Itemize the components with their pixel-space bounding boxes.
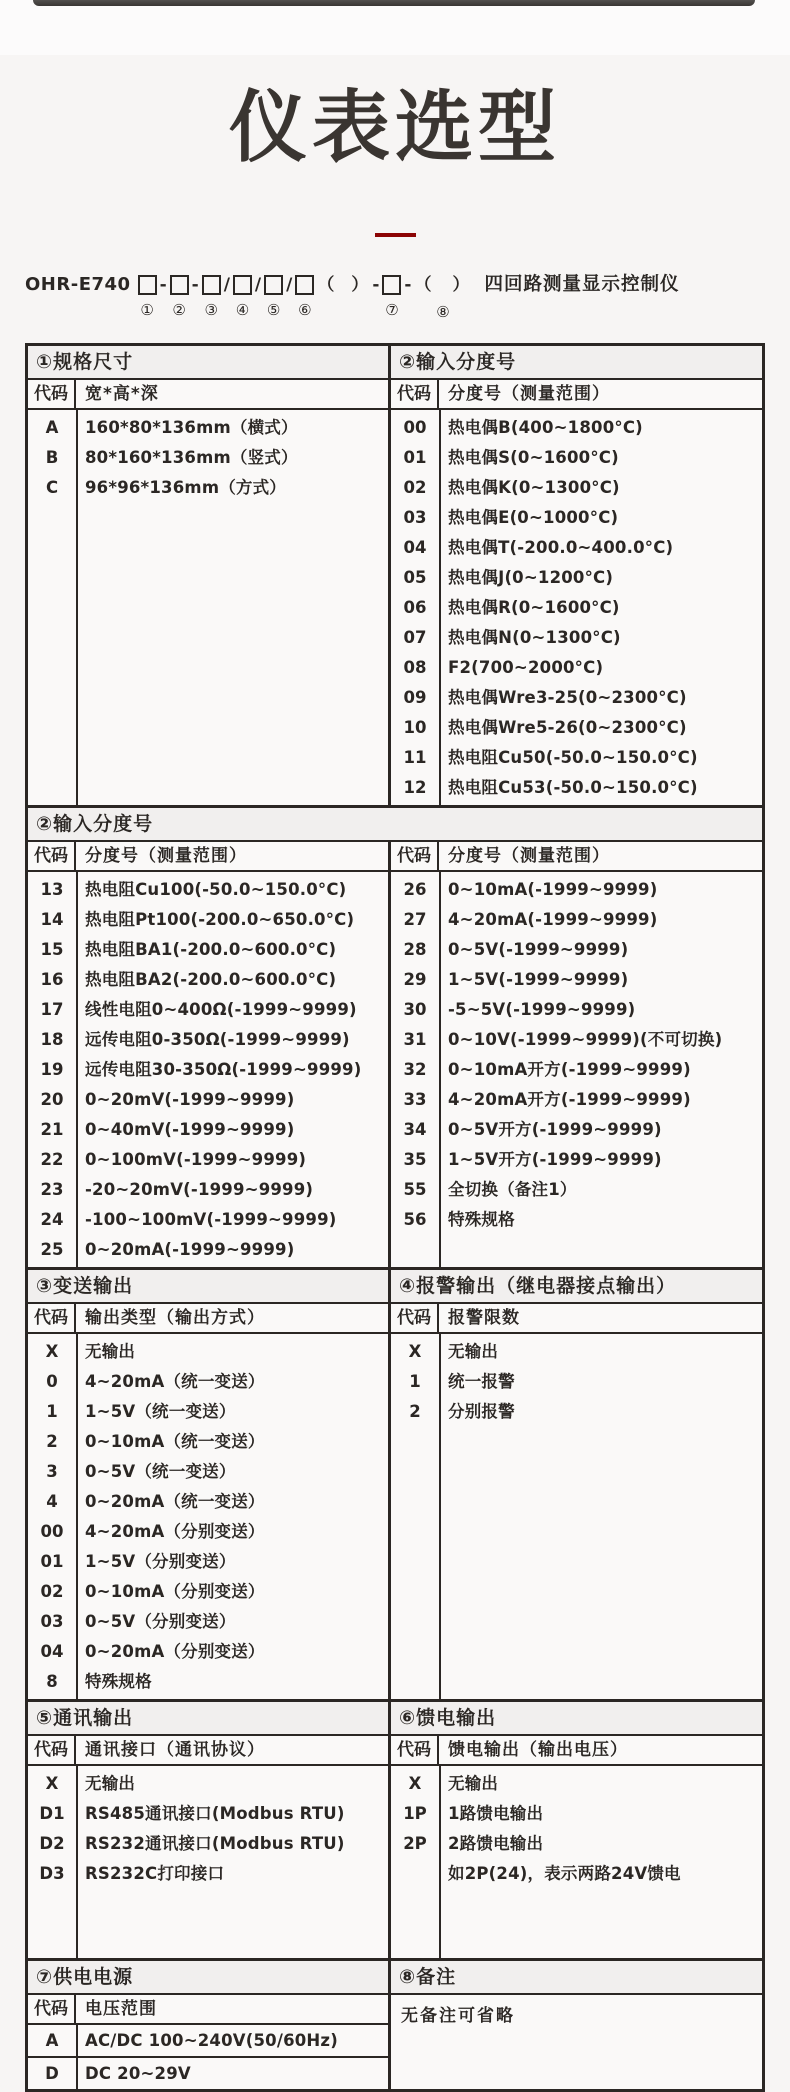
code-cell: 02 <box>403 478 427 497</box>
code-cell: 23 <box>40 1180 64 1199</box>
table-row <box>28 2025 388 2058</box>
section-header: ③变送输出 <box>28 1270 388 1304</box>
desc-col-header: 报警限数 <box>448 1308 520 1328</box>
desc-cell: 热电偶R(0~1600°C) <box>448 598 620 617</box>
desc-cell: 如2P(24)，表示两路24V馈电 <box>448 1864 681 1883</box>
desc-cell: 0~5V（分别变送） <box>85 1612 236 1631</box>
desc-cell: 160*80*136mm（横式） <box>85 418 298 437</box>
code-cell: 18 <box>40 1030 64 1049</box>
desc-cell: 热电偶J(0~1200°C) <box>448 568 614 587</box>
position-marker: ① <box>140 301 154 319</box>
code-cell: C <box>45 478 59 497</box>
desc-cell: 统一报警 <box>448 1372 515 1391</box>
code-box <box>170 275 189 295</box>
code-cell: 2P <box>403 1834 427 1853</box>
desc-cell: -5~5V(-1999~9999) <box>448 1000 636 1019</box>
table-row <box>391 653 762 683</box>
code-col-header: 代码 <box>391 380 439 408</box>
band-transmit-and-alarm <box>28 1267 762 1699</box>
desc-col-header: 馈电输出（输出电压） <box>448 1740 628 1760</box>
desc-col-header: 分度号（测量范围） <box>85 846 247 866</box>
desc-cell: 0~20mA（分别变送） <box>85 1642 265 1661</box>
code-box <box>233 275 252 295</box>
code-cell: 8 <box>46 1672 58 1691</box>
code-box <box>382 275 401 295</box>
desc-cell: 96*96*136mm（方式） <box>85 478 287 497</box>
table-row <box>28 1637 388 1667</box>
desc-col-header: 分度号（测量范围） <box>448 846 610 866</box>
desc-cell: 无输出 <box>448 1774 499 1793</box>
code-cell: 25 <box>40 1240 64 1259</box>
desc-cell: 1~5V(-1999~9999) <box>448 970 629 989</box>
desc-cell: 2路馈电输出 <box>448 1834 544 1853</box>
code-cell: X <box>408 1774 422 1793</box>
code-cell: 08 <box>403 658 427 677</box>
desc-cell: 4~20mA（分别变送） <box>85 1522 265 1541</box>
code-cell: 0 <box>46 1372 58 1391</box>
code-cell: 09 <box>403 688 427 707</box>
code-cell: 55 <box>403 1180 427 1199</box>
position-marker: ② <box>172 301 186 319</box>
remark-text: 无备注可省略 <box>401 2006 515 2026</box>
section-body <box>391 1334 762 1699</box>
column-header <box>28 380 388 410</box>
model-slot-5 <box>264 273 283 320</box>
code-cell: 05 <box>403 568 427 587</box>
code-cell: 3 <box>46 1462 58 1481</box>
table-row <box>391 935 762 965</box>
table-row <box>391 713 762 743</box>
table-row <box>28 1487 388 1517</box>
desc-cell: 热电偶Wre3-25(0~2300°C) <box>448 688 687 707</box>
code-cell: 00 <box>403 418 427 437</box>
parentheses: （ ） <box>414 275 472 295</box>
desc-cell: 分别报警 <box>448 1402 515 1421</box>
desc-cell: -20~20mV(-1999~9999) <box>85 1180 314 1199</box>
table-row <box>28 965 388 995</box>
section-header: ②输入分度号 <box>391 346 762 380</box>
code-cell: 17 <box>40 1000 64 1019</box>
table-row <box>391 743 762 773</box>
code-cell: X <box>45 1342 59 1361</box>
table-row <box>391 1367 762 1397</box>
table-row <box>391 683 762 713</box>
desc-cell: 热电阻Cu100(-50.0~150.0°C) <box>85 880 347 899</box>
table-row <box>28 875 388 905</box>
table-row <box>28 1397 388 1427</box>
code-cell: 33 <box>403 1090 427 1109</box>
selection-table <box>25 343 765 2092</box>
table-row <box>28 1115 388 1145</box>
code-cell: 20 <box>40 1090 64 1109</box>
section-body <box>28 2025 388 2089</box>
band-spec-and-input <box>28 346 762 805</box>
code-cell: 22 <box>40 1150 64 1169</box>
table-row <box>28 1337 388 1367</box>
code-cell: 13 <box>40 880 64 899</box>
separator: - <box>191 275 199 295</box>
position-marker: ⑦ <box>385 301 399 319</box>
parentheses: （ ） <box>317 275 369 295</box>
table-row <box>391 995 762 1025</box>
desc-cell: RS232C打印接口 <box>85 1864 225 1883</box>
code-cell: 2 <box>46 1432 58 1451</box>
section-header: ②输入分度号 <box>28 808 762 842</box>
code-col-header: 代码 <box>391 842 439 870</box>
table-row <box>28 1367 388 1397</box>
code-cell: 1 <box>409 1372 421 1391</box>
desc-cell: 无输出 <box>85 1342 136 1361</box>
code-cell: A <box>45 418 59 437</box>
desc-cell: 热电阻Pt100(-200.0~650.0°C) <box>85 910 355 929</box>
table-row <box>391 1085 762 1115</box>
position-marker: ⑥ <box>298 301 312 319</box>
model-slot-4 <box>233 273 252 320</box>
table-row <box>391 1145 762 1175</box>
table-row <box>391 1115 762 1145</box>
column-header <box>391 1304 762 1334</box>
band-comm-and-power-feed <box>28 1699 762 1958</box>
separator: - <box>159 275 167 295</box>
table-row <box>391 443 762 473</box>
table-row <box>391 1337 762 1367</box>
section-spec-size <box>28 346 391 805</box>
code-cell <box>391 1859 439 1889</box>
code-cell: 04 <box>403 538 427 557</box>
section-header: ⑥馈电输出 <box>391 1702 762 1736</box>
position-marker: ③ <box>204 301 218 319</box>
separator: / <box>286 275 293 295</box>
desc-cell: 0~10mA(-1999~9999) <box>448 880 658 899</box>
desc-col-header: 电压范围 <box>85 1999 157 2019</box>
column-header <box>28 1736 388 1766</box>
table-row <box>391 623 762 653</box>
desc-col-header: 宽*高*深 <box>85 384 159 404</box>
table-row <box>28 1799 388 1829</box>
code-col-header: 代码 <box>28 380 76 408</box>
table-row <box>391 1205 762 1235</box>
code-cell: 31 <box>403 1030 427 1049</box>
code-cell: 14 <box>40 910 64 929</box>
input-range-left-half <box>28 842 391 1267</box>
table-row <box>391 1829 762 1859</box>
desc-cell: 0~100mV(-1999~9999) <box>85 1150 307 1169</box>
table-row <box>28 1205 388 1235</box>
table-row <box>28 2058 388 2089</box>
code-box <box>264 275 283 295</box>
code-cell: 00 <box>40 1522 64 1541</box>
table-row <box>391 773 762 803</box>
desc-cell: 0~20mA(-1999~9999) <box>85 1240 295 1259</box>
code-cell: 1 <box>46 1402 58 1421</box>
section-body <box>391 1766 762 1958</box>
code-cell: 11 <box>403 748 427 767</box>
section-body <box>391 410 762 805</box>
code-cell: 24 <box>40 1210 64 1229</box>
section-input-range-a <box>391 346 762 805</box>
desc-col-header: 通讯接口（通讯协议） <box>85 1740 265 1760</box>
desc-cell: 0~5V(-1999~9999) <box>448 940 629 959</box>
table-row <box>28 413 388 443</box>
separator: / <box>223 275 230 295</box>
code-cell: 06 <box>403 598 427 617</box>
divider-dash <box>375 233 416 237</box>
model-prefix: OHR-E740 <box>25 274 131 295</box>
desc-cell: 0~5V（统一变送） <box>85 1462 236 1481</box>
column-header <box>391 1736 762 1766</box>
table-row <box>391 1799 762 1829</box>
table-row <box>28 1667 388 1697</box>
code-cell: 26 <box>403 880 427 899</box>
code-cell: 29 <box>403 970 427 989</box>
table-row <box>391 1175 762 1205</box>
column-header <box>391 380 762 410</box>
column-header <box>28 842 388 872</box>
desc-cell: 0~10mA（分别变送） <box>85 1582 265 1601</box>
code-cell: 2 <box>409 1402 421 1421</box>
code-cell: 32 <box>403 1060 427 1079</box>
code-cell: A <box>45 2031 59 2050</box>
code-cell: 34 <box>403 1120 427 1139</box>
code-col-header: 代码 <box>28 1304 76 1332</box>
desc-cell: 远传电阻0-350Ω(-1999~9999) <box>85 1030 350 1049</box>
table-row <box>391 593 762 623</box>
code-cell: 04 <box>40 1642 64 1661</box>
desc-cell: 热电偶T(-200.0~400.0°C) <box>448 538 674 557</box>
code-cell: 4 <box>46 1492 58 1511</box>
code-col-header: 代码 <box>28 1995 76 2023</box>
section-body <box>28 1334 388 1699</box>
model-slot-6 <box>295 273 314 320</box>
desc-cell: 线性电阻0~400Ω(-1999~9999) <box>85 1000 357 1019</box>
input-range-right-half <box>391 842 762 1267</box>
column-header <box>28 1995 388 2025</box>
table-row <box>28 1607 388 1637</box>
section-transmit-output <box>28 1270 391 1699</box>
model-slot-3 <box>202 273 221 320</box>
code-cell: 03 <box>40 1612 64 1631</box>
desc-cell: 4~20mA（统一变送） <box>85 1372 265 1391</box>
code-col-header: 代码 <box>391 1304 439 1332</box>
table-row <box>28 1427 388 1457</box>
table-row <box>28 473 388 503</box>
table-row <box>28 1145 388 1175</box>
desc-col-header: 分度号（测量范围） <box>448 384 610 404</box>
desc-cell: 无输出 <box>448 1342 499 1361</box>
desc-cell: 全切换（备注1） <box>448 1180 577 1199</box>
desc-cell: 远传电阻30-350Ω(-1999~9999) <box>85 1060 362 1079</box>
table-row <box>391 1025 762 1055</box>
code-cell: 27 <box>403 910 427 929</box>
table-row <box>391 413 762 443</box>
position-marker: ⑤ <box>266 301 281 319</box>
code-cell: 07 <box>403 628 427 647</box>
code-cell: X <box>408 1342 422 1361</box>
desc-cell: -100~100mV(-1999~9999) <box>85 1210 337 1229</box>
desc-cell: 0~20mV(-1999~9999) <box>85 1090 295 1109</box>
code-cell: 30 <box>403 1000 427 1019</box>
column-header <box>391 842 762 872</box>
desc-cell: 热电阻Cu50(-50.0~150.0°C) <box>448 748 698 767</box>
separator: / <box>254 275 262 295</box>
code-cell: 56 <box>403 1210 427 1229</box>
desc-cell: DC 20~29V <box>85 2064 191 2083</box>
table-row <box>28 1025 388 1055</box>
desc-cell: 0~10V(-1999~9999)(不可切换) <box>448 1030 723 1049</box>
code-col-header: 代码 <box>391 1736 439 1764</box>
model-slot-7 <box>382 273 401 320</box>
code-cell: 03 <box>403 508 427 527</box>
desc-cell: 热电阻BA1(-200.0~600.0°C) <box>85 940 337 959</box>
section-header: ①规格尺寸 <box>28 346 388 380</box>
page-top-strip <box>0 0 790 55</box>
section-alarm-output <box>391 1270 762 1699</box>
table-row <box>28 1859 388 1889</box>
code-col-header: 代码 <box>28 1736 76 1764</box>
code-cell: 21 <box>40 1120 64 1139</box>
top-bar <box>33 0 755 6</box>
section-feed-output <box>391 1702 762 1958</box>
band-supply-and-remark <box>28 1958 762 2089</box>
code-cell: 1P <box>403 1804 427 1823</box>
table-row <box>28 1769 388 1799</box>
separator: - <box>404 275 412 295</box>
section-header: ⑦供电电源 <box>28 1961 388 1995</box>
desc-cell: 4~20mA开方(-1999~9999) <box>448 1090 691 1109</box>
table-row <box>28 1829 388 1859</box>
code-cell: 12 <box>403 778 427 797</box>
code-cell: D <box>45 2064 59 2083</box>
code-cell: 02 <box>40 1582 64 1601</box>
position-marker: ⑧ <box>436 303 450 321</box>
section-header: ④报警输出（继电器接点输出） <box>391 1270 762 1304</box>
code-cell: 01 <box>40 1552 64 1571</box>
desc-cell: 热电偶E(0~1000°C) <box>448 508 619 527</box>
desc-cell: 热电偶S(0~1600°C) <box>448 448 619 467</box>
table-row <box>391 1859 762 1889</box>
code-cell: 16 <box>40 970 64 989</box>
code-cell: 01 <box>403 448 427 467</box>
section-remark <box>391 1961 762 2089</box>
model-code-line <box>25 273 790 322</box>
table-row <box>28 1547 388 1577</box>
desc-cell: AC/DC 100~240V(50/60Hz) <box>85 2031 338 2050</box>
table-row <box>391 1769 762 1799</box>
code-cell: D2 <box>39 1834 65 1853</box>
model-slot-8 <box>414 273 471 322</box>
table-row <box>28 1055 388 1085</box>
desc-cell: 热电阻BA2(-200.0~600.0°C) <box>85 970 337 989</box>
code-cell: 35 <box>403 1150 427 1169</box>
code-box <box>202 275 221 295</box>
desc-cell: RS485通讯接口(Modbus RTU) <box>85 1804 345 1823</box>
table-row <box>28 1235 388 1265</box>
table-row <box>28 1517 388 1547</box>
desc-cell: 1~5V开方(-1999~9999) <box>448 1150 662 1169</box>
table-row <box>28 1175 388 1205</box>
section-body <box>28 1766 388 1958</box>
code-cell: D3 <box>39 1864 65 1883</box>
table-row <box>391 1397 762 1427</box>
section-comm-output <box>28 1702 391 1958</box>
table-row <box>391 905 762 935</box>
table-row <box>28 995 388 1025</box>
code-cell: X <box>45 1774 59 1793</box>
desc-cell: 0~10mA（统一变送） <box>85 1432 265 1451</box>
desc-cell: 0~40mV(-1999~9999) <box>85 1120 295 1139</box>
table-row <box>28 1577 388 1607</box>
section-body <box>28 410 388 805</box>
code-cell: 10 <box>403 718 427 737</box>
table-row <box>391 965 762 995</box>
desc-cell: 特殊规格 <box>448 1210 515 1229</box>
table-row <box>28 1085 388 1115</box>
table-row <box>391 503 762 533</box>
desc-cell: 无输出 <box>85 1774 136 1793</box>
desc-cell: F2(700~2000°C) <box>448 658 604 677</box>
position-marker: ④ <box>235 301 250 319</box>
desc-cell: 1~5V（分别变送） <box>85 1552 236 1571</box>
table-row <box>28 443 388 473</box>
desc-cell: 0~10mA开方(-1999~9999) <box>448 1060 691 1079</box>
desc-cell: 热电阻Cu53(-50.0~150.0°C) <box>448 778 698 797</box>
table-row <box>391 563 762 593</box>
model-slot-2 <box>170 273 189 320</box>
section-header: ⑧备注 <box>391 1961 762 1995</box>
code-cell: D1 <box>39 1804 65 1823</box>
code-cell: 19 <box>40 1060 64 1079</box>
desc-cell: 特殊规格 <box>85 1672 152 1691</box>
table-row <box>28 1457 388 1487</box>
section-power-supply <box>28 1961 391 2089</box>
table-row <box>391 1055 762 1085</box>
model-slot-1 <box>138 273 157 320</box>
desc-cell: 热电偶B(400~1800°C) <box>448 418 643 437</box>
desc-cell: 1路馈电输出 <box>448 1804 544 1823</box>
desc-cell: 80*160*136mm（竖式） <box>85 448 298 467</box>
code-cell: 15 <box>40 940 64 959</box>
desc-cell: 热电偶K(0~1300°C) <box>448 478 620 497</box>
table-row <box>391 533 762 563</box>
table-row <box>391 875 762 905</box>
desc-cell: RS232通讯接口(Modbus RTU) <box>85 1834 345 1853</box>
code-cell: 28 <box>403 940 427 959</box>
band-input-range-b <box>28 805 762 1267</box>
column-header <box>28 1304 388 1334</box>
table-row <box>28 905 388 935</box>
code-col-header: 代码 <box>28 842 76 870</box>
page-title: 仪表选型 <box>228 83 561 173</box>
table-row <box>28 935 388 965</box>
desc-cell: 4~20mA(-1999~9999) <box>448 910 658 929</box>
desc-cell: 1~5V（统一变送） <box>85 1402 236 1421</box>
table-row <box>391 473 762 503</box>
model-suffix: 四回路测量显示控制仪 <box>484 274 680 295</box>
section-body <box>28 872 388 1267</box>
desc-col-header: 输出类型（输出方式） <box>85 1308 265 1328</box>
desc-cell: 热电偶Wre5-26(0~2300°C) <box>448 718 687 737</box>
separator: - <box>372 275 380 295</box>
section-body <box>391 872 762 1267</box>
code-cell: B <box>45 448 59 467</box>
desc-cell: 热电偶N(0~1300°C) <box>448 628 621 647</box>
code-box <box>295 275 314 295</box>
section-header: ⑤通讯输出 <box>28 1702 388 1736</box>
desc-cell: 0~20mA（统一变送） <box>85 1492 265 1511</box>
desc-cell: 0~5V开方(-1999~9999) <box>448 1120 662 1139</box>
code-box <box>138 275 157 295</box>
